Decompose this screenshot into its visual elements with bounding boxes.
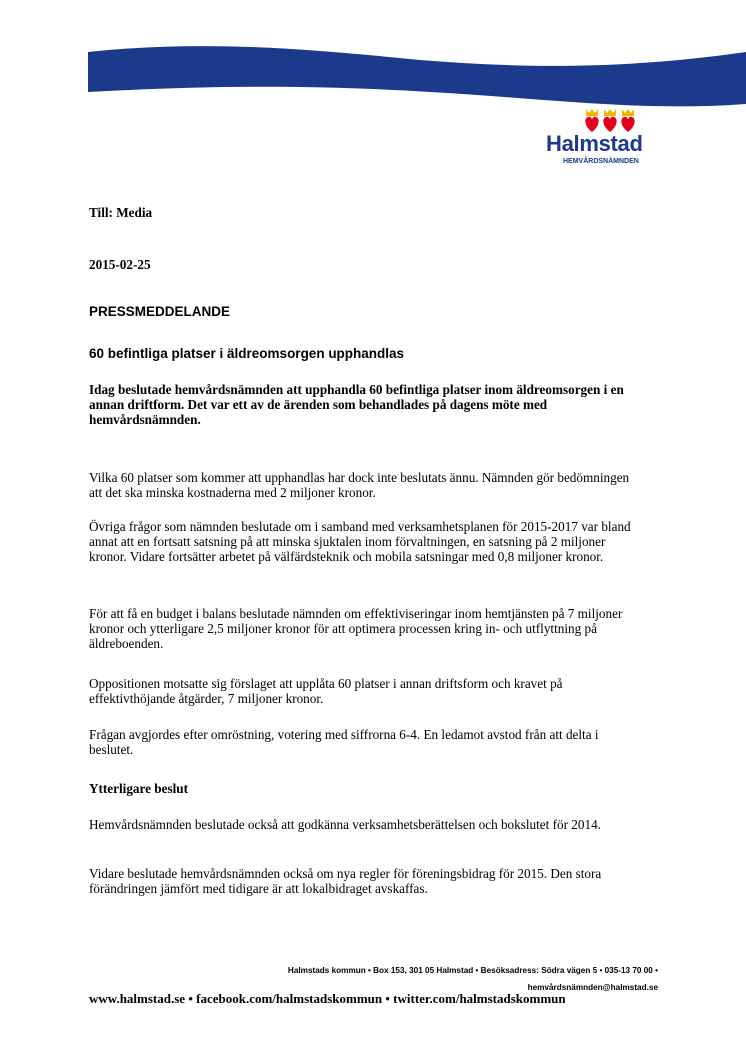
footer-address: Halmstads kommun • Box 153, 301 05 Halmstad • Besöksadress: Södra vägen 5 • 035-13 70 00 •: [287, 966, 658, 975]
headline: 60 befintliga platser i äldreomsorgen upphandlas: [89, 346, 405, 361]
document-type: PRESSMEDDELANDE: [89, 304, 231, 319]
crown-icon: [586, 109, 634, 116]
date: 2015-02-25: [89, 257, 151, 272]
paragraph-5: Frågan avgjordes efter omröstning, votering med siffrorna 6-4. En ledamot avstod från att delta i beslutet.: [89, 727, 599, 757]
paragraph-3: För att få en budget i balans beslutade nämnden om effektiviseringar inom hemtjänsten på 7 miljoner kronor och ytterligare 2,5 miljoner kronor för att optimera processen kring in- och utflyttning på äldreboenden.: [89, 606, 623, 651]
header-wave-banner: [0, 0, 746, 110]
paragraph-4: Oppositionen motsatte sig förslaget att upplåta 60 platser i annan driftsform och kravet på effektivthöjande åtgärder, 7 miljoner kronor.: [89, 676, 563, 706]
logo-subtitle: HEMVÅRDSNÄMNDEN: [563, 158, 639, 165]
footer-web-links[interactable]: www.halmstad.se • facebook.com/halmstadskommun • twitter.com/halmstadskommun: [89, 991, 566, 1006]
logo-wordmark: Halmstad: [546, 131, 643, 156]
paragraph-6: Hemvårdsnämnden beslutade också att godkänna verksamhetsberättelsen och bokslutet för 2014.: [89, 817, 601, 832]
lead-paragraph: Idag beslutade hemvårdsnämnden att upphandla 60 befintliga platser inom äldreomsorgen i en annan driftform. Det var ett av de ärenden som behandlades på dagens möte med hemvårdsnämnden.: [89, 382, 624, 427]
paragraph-1: Vilka 60 platser som kommer att upphandlas har dock inte beslutats ännu. Nämnden gör bedömningen att det ska minska kostnaderna med 2 miljoner kronor.: [89, 470, 630, 500]
paragraph-2: Övriga frågor som nämnden beslutade om i samband med verksamhetsplanen för 2015-2017 var bland annat att en fortsatt satsning på att minska sjuktalen inom förvaltningen, en satsning på 2 miljoner kronor. Vidare fortsätter arbetet på välfärdsteknik och mobila satsningar med 0,8 miljoner kronor.: [89, 519, 631, 564]
paragraph-7: Vidare beslutade hemvårdsnämnden också om nya regler för föreningsbidrag för 2015. Den stora förändringen jämfört med tidigare är att lokalbidraget avskaffas.: [89, 866, 602, 896]
recipient-line: Till: Media: [89, 205, 153, 220]
subheading: Ytterligare beslut: [89, 781, 189, 796]
footer-email[interactable]: hemvårdsnämnden@halmstad.se: [527, 983, 658, 992]
heart-icon: [585, 117, 634, 132]
